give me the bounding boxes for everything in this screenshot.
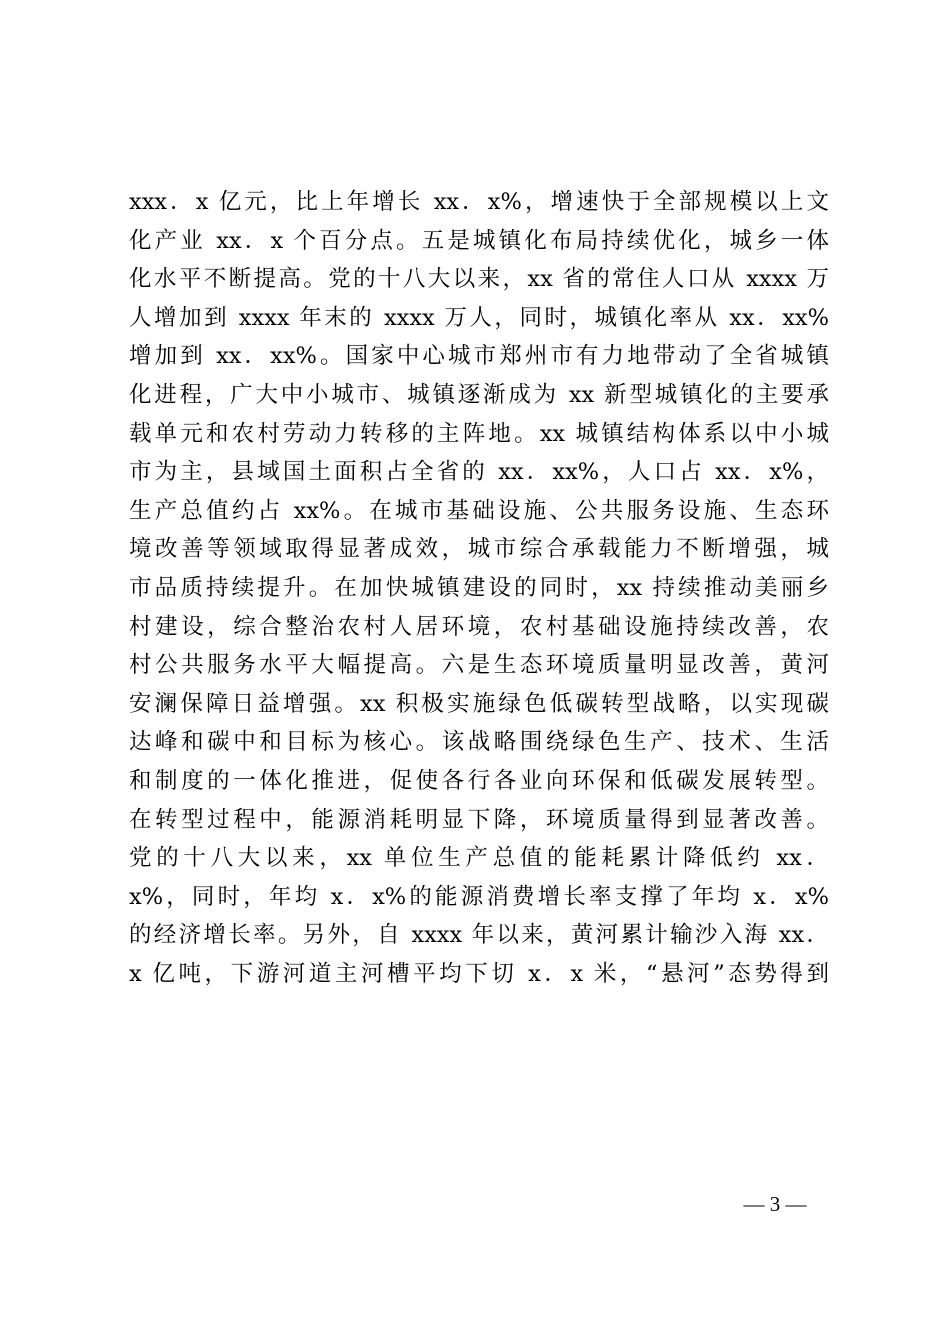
text-line: 生产总值约占 xx%。在城市基础设施、公共服务设施、生态环 [129, 497, 829, 524]
text-line: 化水平不断提高。党的十八大以来，xx 省的常住人口从 xxxx 万 [129, 266, 829, 293]
text-line: 村公共服务水平大幅提高。六是生态环境质量明显改善，黄河 [129, 652, 829, 679]
text-line: x 亿吨，下游河道主河槽平均下切 x．x 米，“悬河”态势得到 [129, 960, 829, 987]
text-line: 增加到 xx．xx%。国家中心城市郑州市有力地带动了全省城镇 [129, 343, 829, 370]
text-line: 载单元和农村劳动力转移的主阵地。xx 城镇结构体系以中小城 [129, 420, 829, 447]
text-line: xxx．x 亿元，比上年增长 xx．x%，增速快于全部规模以上文 [129, 189, 829, 215]
text-line: 的经济增长率。另外，自 xxxx 年以来，黄河累计输沙入海 xx． [129, 922, 829, 949]
page-number: — 3 — [743, 1192, 807, 1216]
text-line: 村建设，综合整治农村人居环境，农村基础设施持续改善，农 [129, 613, 829, 640]
text-line: 化进程，广大中小城市、城镇逐渐成为 xx 新型城镇化的主要承 [129, 381, 829, 408]
text-line: 安澜保障日益增强。xx 积极实施绿色低碳转型战略，以实现碳 [129, 690, 829, 717]
text-line: 达峰和碳中和目标为核心。该战略围绕绿色生产、技术、生活 [129, 729, 829, 756]
text-line: 化产业 xx．x 个百分点。五是城镇化布局持续优化，城乡一体 [129, 227, 829, 254]
text-line: 人增加到 xxxx 年末的 xxxx 万人，同时，城镇化率从 xx．xx% [129, 304, 829, 331]
text-line: 市品质持续提升。在加快城镇建设的同时，xx 持续推动美丽乡 [129, 574, 829, 601]
text-line: 境改善等领域取得显著成效，城市综合承载能力不断增强，城 [129, 536, 829, 563]
text-line: x%，同时，年均 x．x%的能源消费增长率支撑了年均 x．x% [129, 883, 829, 910]
text-line: 和制度的一体化推进，促使各行各业向环保和低碳发展转型。 [129, 767, 829, 794]
body-text [129, 183, 829, 993]
text-line: 在转型过程中，能源消耗明显下降，环境质量得到显著改善。 [129, 806, 829, 833]
text-line: 市为主，县域国土面积占全省的 xx．xx%，人口占 xx．x%， [129, 459, 829, 486]
text-line: 党的十八大以来，xx 单位生产总值的能耗累计降低约 xx． [129, 845, 829, 872]
